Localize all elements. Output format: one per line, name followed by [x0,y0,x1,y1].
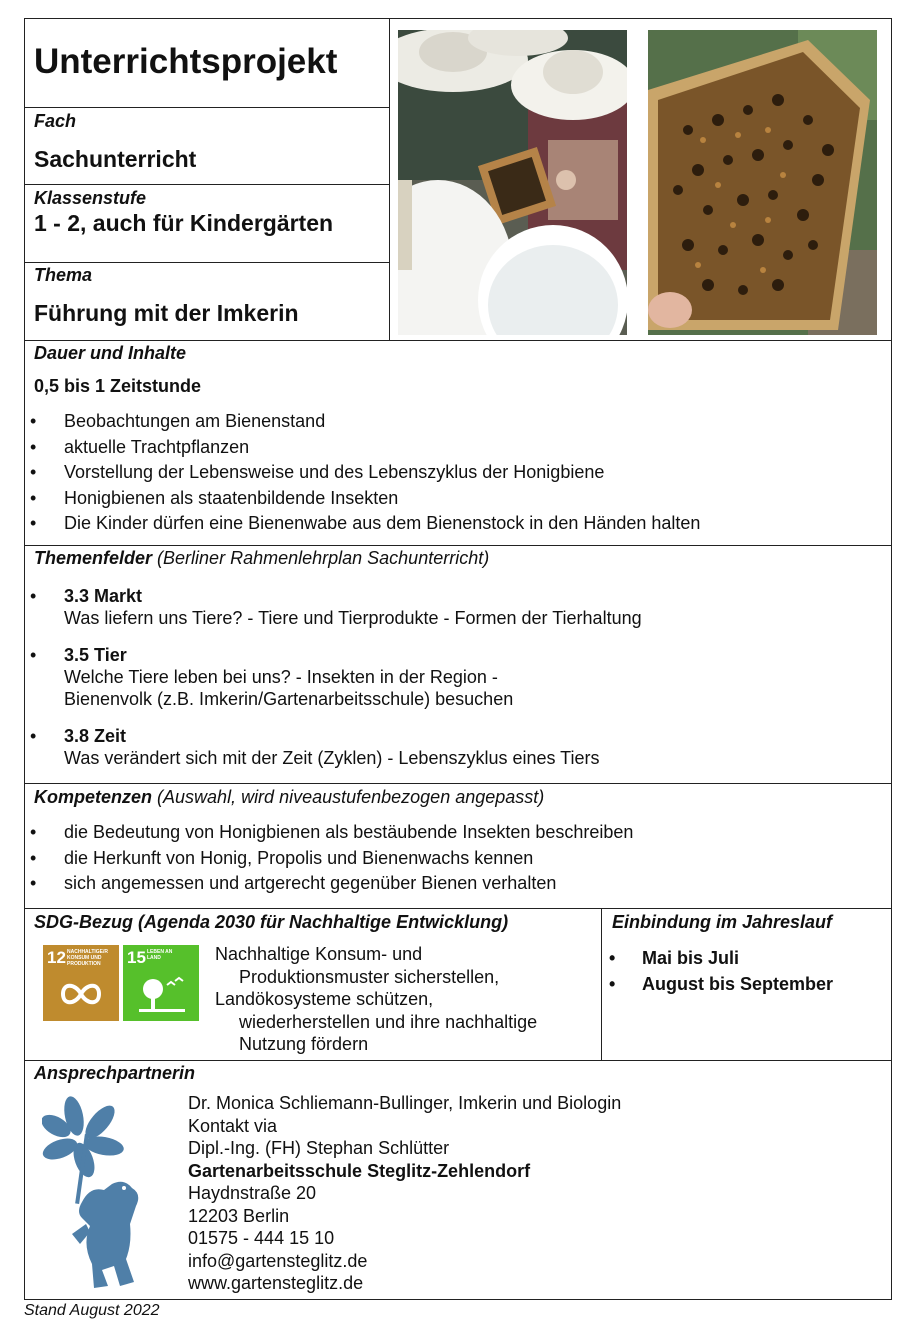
list-item: • die Herkunft von Honig, Propolis und Bienenwachs kennen [24,846,884,872]
contact-line: Dr. Monica Schliemann-Bullinger, Imkerin und Biologin [188,1093,622,1113]
page-title: Unterrichtsprojekt [34,42,338,81]
stand-date: Stand August 2022 [24,1302,160,1319]
themenfelder-label: Themenfelder [34,548,153,568]
list-item: • Mai bis Juli [603,946,888,972]
thema-label: Thema [34,265,93,285]
sdg-line: Nutzung fördern [239,1034,369,1054]
kompetenzen-note: (Auswahl, wird niveaustufenbezogen angepasst) [157,787,545,807]
contact-line: 01575 - 444 15 10 [188,1228,335,1248]
klassenstufe-label: Klassenstufe [34,188,147,208]
jahreslauf-list [603,946,888,997]
contact-line: 12203 Berlin [188,1205,290,1226]
list-item: • August bis September [603,972,888,998]
sdg-12-caption: NACHHALTIGE/R KONSUM UND PRODUKTION [67,949,109,967]
sdg-12-number: 12 [47,948,66,967]
sdg-line: Produktionsmuster sicherstellen, [239,966,500,987]
sdg-line: wiederherstellen und ihre nachhaltige [239,1011,538,1032]
themenfeld-item: • 3.3 Markt Was liefern uns Tiere? - Tiere und Tierprodukte - Formen der Tierhaltung [30,586,642,628]
sdg-15-caption: LEBEN AN LAND [147,949,173,961]
contact-email-link[interactable]: info@gartensteglitz.de [188,1250,368,1271]
sdg-text [215,943,537,1056]
themenfeld-title: 3.5 Tier [64,645,127,665]
list-item: • Beobachtungen am Bienenstand [24,409,884,435]
themenfelder-heading [34,548,489,569]
contact-line: Haydnstraße 20 [188,1183,317,1203]
themenfeld-text: Welche Tiere leben bei uns? - Insekten in der Region - [64,667,498,687]
themenfeld-title: 3.8 Zeit [64,726,127,746]
sdg-15-number: 15 [127,948,146,967]
list-item: • die Bedeutung von Honigbienen als bestäubende Insekten beschreiben [24,820,884,846]
dauer-list [24,409,884,537]
contact-line: Dipl.-Ing. (FH) Stephan Schlütter [188,1138,450,1158]
themenfeld-title: 3.3 Markt [64,586,143,606]
themenfeld-item: • 3.5 Tier Welche Tiere leben bei uns? - Insekten in der Region - Bienenvolk (z.B. Imkerin/Gartenarbeitsschule) besuchen [30,645,514,709]
contact-line: Gartenarbeitsschule Steglitz-Zehlendorf [188,1160,531,1181]
dauer-duration: 0,5 bis 1 Zeitstunde [34,376,202,396]
sdg-12-icon [43,945,119,1021]
list-item: • Honigbienen als staatenbildende Insekten [24,486,884,512]
kompetenzen-label: Kompetenzen [34,787,153,807]
berlin-bear-logo [42,1094,160,1290]
fach-label: Fach [34,111,77,131]
sdg-line: Nachhaltige Konsum- und [215,944,423,964]
photo-children-with-beekeeper-hats [398,30,627,335]
sdg-15-icon [123,945,199,1021]
sdg-line: Landökosysteme schützen, [215,989,434,1009]
thema-value: Führung mit der Imkerin [34,300,299,326]
contact-line: Kontakt via [188,1115,278,1136]
kompetenzen-heading [34,787,544,808]
themenfeld-text: Was liefern uns Tiere? - Tiere und Tierprodukte - Formen der Tierhaltung [64,608,642,628]
klassenstufe-value: 1 - 2, auch für Kindergärten [34,210,334,236]
themenfeld-item: • 3.8 Zeit Was verändert sich mit der Zeit (Zyklen) - Lebenszyklus eines Tiers [30,726,600,768]
photo-bee-frame [648,30,877,335]
jahreslauf-label: Einbindung im Jahreslauf [612,912,833,932]
contact-block [188,1092,621,1295]
list-item: • sich angemessen und artgerecht gegenüber Bienen verhalten [24,871,884,897]
themenfeld-text: Was verändert sich mit der Zeit (Zyklen) - Lebenszyklus eines Tiers [64,748,600,768]
kompetenzen-list [24,820,884,897]
themenfelder-note: (Berliner Rahmenlehrplan Sachunterricht) [157,548,490,568]
fach-value: Sachunterricht [34,146,197,172]
list-item: • aktuelle Trachtpflanzen [24,435,884,461]
sdg-label: SDG-Bezug (Agenda 2030 für Nachhaltige Entwicklung) [34,912,509,932]
themenfeld-text: Bienenvolk (z.B. Imkerin/Gartenarbeitsschule) besuchen [64,689,514,709]
contact-website-link[interactable]: www.gartensteglitz.de [188,1273,364,1293]
ansprechpartnerin-label: Ansprechpartnerin [34,1063,196,1083]
list-item: • Vorstellung der Lebensweise und des Lebenszyklus der Honigbiene [24,460,884,486]
dauer-label: Dauer und Inhalte [34,343,187,363]
list-item: • Die Kinder dürfen eine Bienenwabe aus dem Bienenstock in den Händen halten [24,511,884,537]
